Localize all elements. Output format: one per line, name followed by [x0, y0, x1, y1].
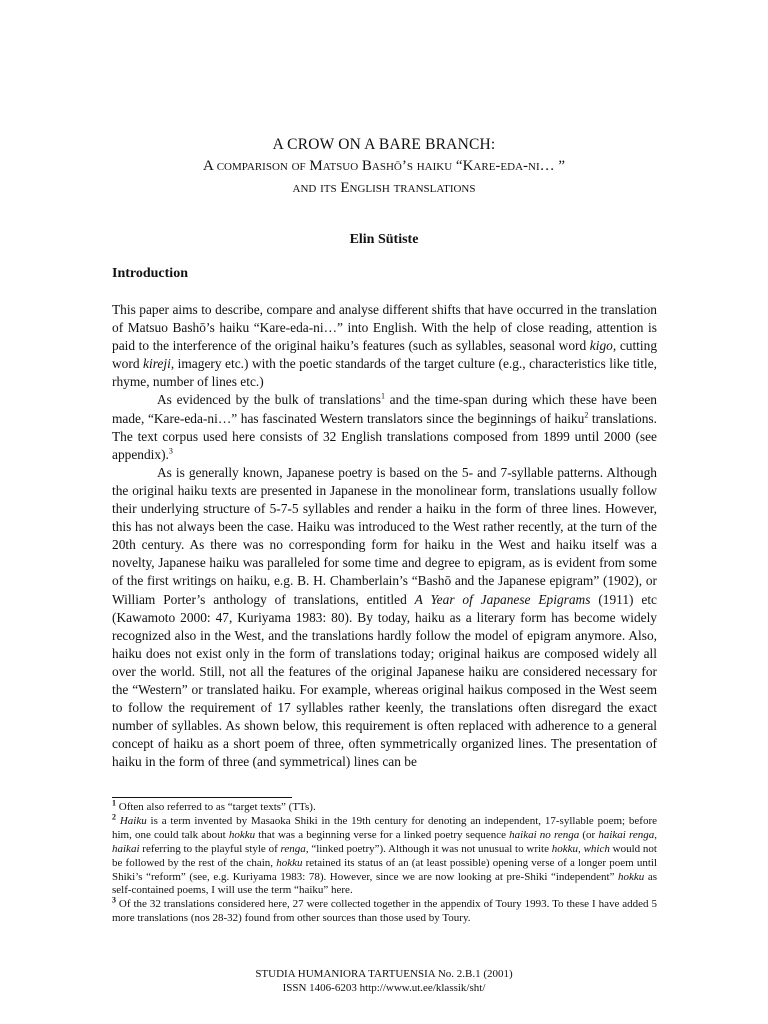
paragraph-3-text-a: As is generally known, Japanese poetry is based on the 5- and 7-syllable patterns. Although the original haiku texts are presented in Japanese in the monolinear form, translations usually follow their underlying structure of 5-7-5 syllables and render a haiku in the form of three lines. However, this has not always been the case. Haiku was introduced to the West rather recently, at the turn of the 20th century. As there was no corresponding form for haiku in the West and haiku itself was a novelty, Japanese haiku was paralleled for some time and degree to epigram, as is evident from some of the first writings on haiku, e.g. B. H. Chamberlain’s “Bashō and the Japanese epigram” (1902), or William Porter’s anthology of translations, entitled: [112, 464, 657, 607]
paragraph-3: [112, 464, 657, 772]
author-name: Elin Sütiste: [349, 232, 419, 247]
footnotes: [112, 798, 658, 926]
term-hokku-which: hokku, which: [551, 842, 610, 855]
footnote-2-text-e: referring to the playful style of: [139, 842, 281, 855]
footnote-ref-3[interactable]: 3: [168, 446, 173, 456]
term-kireji: kireji: [143, 356, 171, 372]
body-text: [112, 301, 657, 771]
title-line-2: A comparison of Matsuo Bashō’s haiku “Kare-eda-ni… ”: [202, 158, 566, 174]
footnote-1: [112, 798, 657, 815]
footnote-2-text-i: as self-contained poems, I will use the term “haiku” here.: [112, 870, 657, 897]
issn-url[interactable]: ISSN 1406-6203 http://www.ut.ee/klassik/sht/: [282, 981, 486, 994]
footnote-2-text-f: , “linked poetry”). Although it was not unusual to write: [305, 842, 552, 855]
footnote-ref-2[interactable]: 2: [584, 410, 589, 420]
term-hokku: hokku: [228, 828, 256, 841]
term-haikai-no-renga: haikai no renga: [509, 828, 580, 841]
footnote-2-text-g: would not be followed by the rest of the chain,: [112, 842, 657, 869]
footnote-ref-1[interactable]: 1: [380, 392, 385, 401]
paragraph-1-text: This paper aims to describe, compare and analyse different shifts that have occurred in the translation of Matsuo Bashō’s haiku “Kare-eda-ni…” into English. With the help of close reading, attention is paid to the interference of the original haiku’s features (such as syllables, seasonal word: [112, 302, 657, 354]
footnote-3: [112, 895, 657, 926]
paragraph-1: [112, 301, 657, 391]
footnote-divider: [112, 797, 292, 798]
footnote-1-number: 1: [112, 798, 116, 808]
title-line-3: and its English translations: [292, 180, 476, 196]
paragraph-3-text-b: (1911) etc (Kawamoto 2000: 47, Kuriyama 1983: 80). By today, haiku as a literary form has become widely recognized also in the West, and the translations hardly follow the model of epigram anymore. Also, haiku does not exist only in the form of translations today; original haikus are composed widely all over the world. Still, not all the features of the original Japanese haiku are considered necessary for the “Western” or translated haiku. For example, whereas original haikus composed in the West seem to follow the requirement of 17 syllables rather keenly, the translations often disregard the exact number of syllables. As shown below, this requirement is often replaced with adherence to a general concept of haiku as a short poem of three, often symmetrically organized lines. The presentation of haiku in the form of three (and symmetrical) lines can be: [112, 591, 657, 770]
paragraph-2-text-c: translations. The text corpus used here consists of 32 English translations composed from 1899 until 2000 (see appendix).: [112, 410, 657, 462]
footnote-2-text-h: retained its status of an (at least possible) opening verse of a longer poem until Shiki’s “reform” (see, e.g. Kuriyama 1983: 78). However, since we are now looking at pre-Shiki “independent”: [112, 856, 658, 883]
footnote-2: [112, 812, 658, 898]
term-hokku-2: hokku: [276, 856, 303, 869]
footnote-2-text-c: (or: [579, 828, 599, 841]
footnote-2-text-a: is a term invented by Masaoka Shiki in the 19th century for denoting an independent, 17-syllable poem; before him, one could talk about: [112, 814, 657, 841]
term-haikai-renga: haikai renga: [598, 828, 655, 841]
term-kigo: kigo: [589, 338, 613, 354]
paragraph-2-text-b: and the time-span during which these have been made, “Kare-eda-ni…” has fascinated Western translators since the beginnings of haiku: [112, 392, 657, 426]
journal-citation: STUDIA HUMANIORA TARTUENSIA No. 2.B.1 (2001): [255, 968, 513, 980]
term-renga: renga: [280, 842, 306, 855]
footnote-2-number: 2: [112, 812, 116, 822]
paragraph-1-text-b: , cutting word: [112, 338, 658, 372]
book-title: A Year of Japanese Epigrams: [414, 591, 591, 607]
section-heading: Introduction: [112, 266, 188, 281]
page-footer: [100, 968, 668, 995]
paragraph-2: [112, 391, 657, 463]
term-hokku-3: hokku: [618, 870, 645, 883]
footnote-2-text-d: ,: [654, 828, 658, 841]
title-line-1: A CROW ON A BARE BRANCH:: [272, 136, 496, 153]
term-haiku: Haiku: [119, 814, 147, 827]
footnote-1-text: Often also referred to as “target texts” (TTs).: [116, 801, 316, 813]
term-haikai: haikai: [112, 842, 140, 855]
footnote-3-text: Of the 32 translations considered here, 27 were collected together in the appendix of Toury 1993. To these I have added 5 more translations (nos 28-32) found from other sources than those used by Toury.: [112, 898, 657, 925]
paragraph-1-text-c: , imagery etc.) with the poetic standards of the target culture (e.g., characteristics like title, rhyme, number of lines etc.): [112, 356, 657, 390]
paragraph-2-text-a: As evidenced by the bulk of translations: [157, 392, 381, 408]
footnote-3-number: 3: [112, 895, 116, 905]
footnote-2-text-b: that was a beginning verse for a linked poetry sequence: [255, 828, 510, 841]
